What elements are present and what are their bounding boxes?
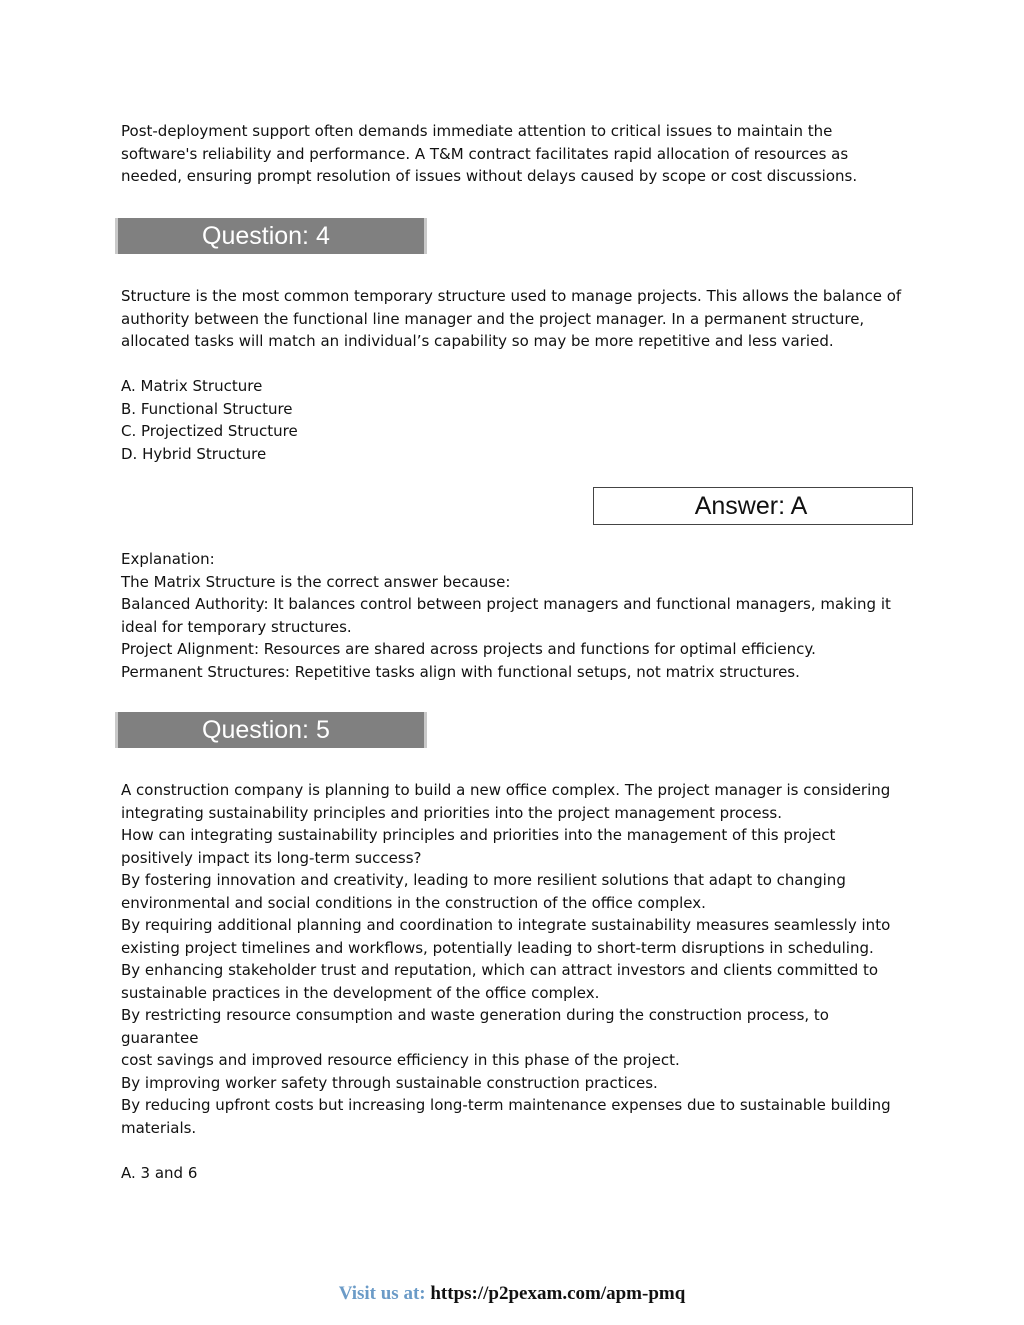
question-5-heading: Question: 5 [202, 716, 330, 744]
text-line: environmental and social conditions in the construction of the office complex. [121, 893, 706, 912]
question-5-heading-box [115, 712, 427, 748]
question-4-options [121, 375, 911, 465]
text-line: By fostering innovation and creativity, leading to more resilient solutions that adapt to changing [121, 871, 846, 889]
question-4-stem [121, 285, 911, 353]
footer-visit-label: Visit us at: [338, 1283, 426, 1304]
text-line: How can integrating sustainability principles and priorities into the management of this project [121, 826, 836, 844]
text-line: guarantee [121, 1028, 199, 1047]
question-5-stem [121, 779, 911, 1139]
text-line: By improving worker safety through sustainable construction practices. [121, 1073, 658, 1092]
text-line: By enhancing stakeholder trust and reputation, which can attract investors and clients committed to [121, 961, 879, 979]
question-4-heading: Question: 4 [202, 222, 330, 250]
text-line: The Matrix Structure is the correct answer because: [121, 572, 511, 591]
question-4-heading-box [115, 218, 427, 254]
text-line: positively impact its long-term success? [121, 848, 422, 867]
answer-text: Answer: A [694, 492, 808, 520]
question-5-options [121, 1162, 911, 1185]
text-line: existing project timelines and workflows, potentially leading to short-term disruptions in scheduling. [121, 938, 874, 957]
footer-url-link[interactable]: https://p2pexam.com/apm-pmq [430, 1283, 686, 1304]
text-line: software's reliability and performance. A T&M contract facilitates rapid allocation of resources as [121, 144, 849, 163]
text-line: materials. [121, 1118, 197, 1137]
explanation-label: Explanation: [121, 550, 215, 568]
question-4-explanation [121, 548, 911, 683]
text-line: Permanent Structures: Repetitive tasks align with functional setups, not matrix structures. [121, 662, 800, 681]
text-line: integrating sustainability principles and priorities into the project management process. [121, 803, 783, 822]
intro-paragraph [121, 120, 911, 188]
text-line: Balanced Authority: It balances control between project managers and functional managers, making it [121, 595, 891, 613]
text-line: cost savings and improved resource efficiency in this phase of the project. [121, 1051, 680, 1069]
option-d: D. Hybrid Structure [121, 444, 267, 463]
option-a: A. 3 and 6 [121, 1164, 198, 1182]
text-line: ideal for temporary structures. [121, 617, 352, 636]
option-c: C. Projectized Structure [121, 422, 298, 440]
text-line: A construction company is planning to build a new office complex. The project manager is considering [121, 781, 891, 799]
text-line: By restricting resource consumption and waste generation during the construction process, to [121, 1006, 829, 1024]
text-line: authority between the functional line manager and the project manager. In a permanent structure, [121, 309, 865, 328]
text-line: sustainable practices in the development of the office complex. [121, 983, 600, 1002]
option-a: A. Matrix Structure [121, 377, 263, 395]
text-line: needed, ensuring prompt resolution of issues without delays caused by scope or cost discussions. [121, 167, 858, 185]
answer-box [593, 487, 913, 525]
text-line: Project Alignment: Resources are shared across projects and functions for optimal efficiency. [121, 640, 816, 658]
text-line: Post-deployment support often demands immediate attention to critical issues to maintain the [121, 122, 833, 140]
option-b: B. Functional Structure [121, 399, 293, 418]
text-line: Structure is the most common temporary structure used to manage projects. This allows the balance of [121, 287, 902, 305]
text-line: By requiring additional planning and coordination to integrate sustainability measures seamlessly into [121, 916, 891, 934]
footer [0, 1282, 1024, 1306]
text-line: By reducing upfront costs but increasing long-term maintenance expenses due to sustainable building [121, 1096, 891, 1114]
text-line: allocated tasks will match an individual’s capability so may be more repetitive and less varied. [121, 332, 834, 350]
